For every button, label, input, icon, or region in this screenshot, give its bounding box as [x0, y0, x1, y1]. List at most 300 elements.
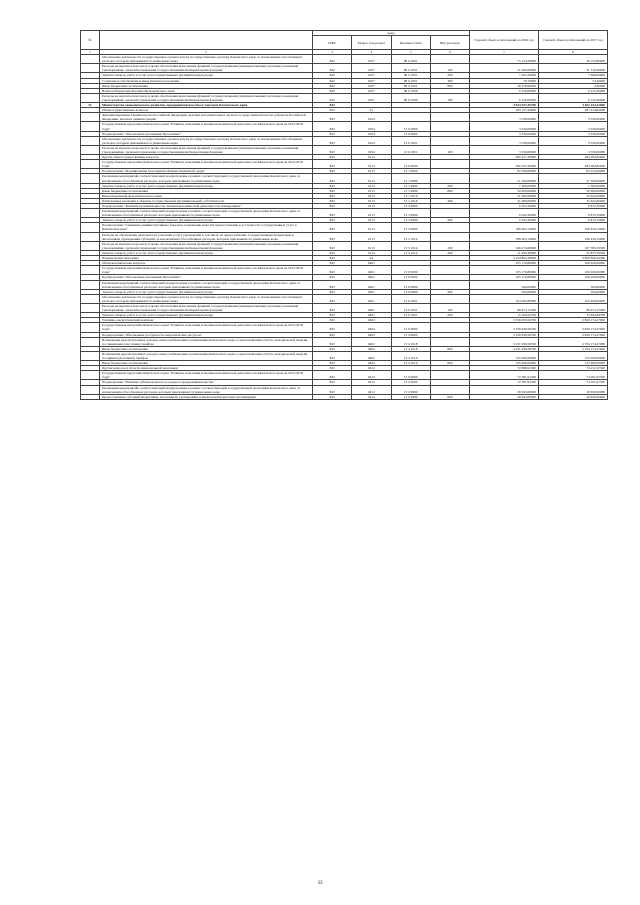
row-expense-type: 800: [430, 83, 469, 88]
row-razdel: 0412: [352, 371, 391, 380]
row-target-article: 13 2 9999: [391, 385, 430, 394]
row-target-article: 99 0 1006: [391, 88, 430, 93]
row-amount-2016: 72 581,91300: [470, 371, 539, 380]
row-number: [81, 160, 100, 169]
row-amount-2016: 28 645,00000: [470, 394, 539, 399]
row-grbs: 843: [313, 303, 352, 312]
row-razdel: 0107: [352, 88, 391, 93]
row-razdel: 01: [352, 108, 391, 113]
row-amount-2016: 3 356 939,56700: [470, 318, 539, 323]
row-number: [81, 394, 100, 399]
column-number: 1: [81, 50, 100, 55]
row-grbs: 842: [313, 88, 352, 93]
row-name: Реализация мероприятий соответствующей подпрограммы в рамках соответствующей государственной программы Камчатского края, за исключением обособленных расходов, которым присваиваются уникальные коды: [100, 280, 313, 289]
row-grbs: 843: [313, 198, 352, 203]
row-number: [81, 93, 100, 102]
row-razdel: 0113: [352, 250, 391, 255]
row-name: Возмещение недополученных доходов энергоснабжающим организациям Камчатского края, осуществляющим отпуск электрической энергии по сниженным (льготным) тарифам: [100, 337, 313, 346]
row-amount-2016: 280 227,49000: [470, 160, 539, 169]
row-amount-2017: 15 952,84700: [539, 313, 608, 318]
row-razdel: 0113: [352, 155, 391, 160]
row-name: Другие общегосударственные вопросы: [100, 155, 313, 160]
table-row: [81, 232, 608, 241]
row-expense-type: 200: [430, 289, 469, 294]
row-grbs: 843: [313, 261, 352, 266]
row-amount-2017: 6 121,00000: [539, 88, 608, 93]
row-expense-type: 200: [430, 218, 469, 223]
row-name: Закупка товаров, работ и услуг для государственных (муниципальных) нужд: [100, 218, 313, 223]
row-target-article: 13 6 0000: [391, 131, 430, 136]
row-number: [81, 122, 100, 131]
page-number: 33: [317, 881, 323, 886]
row-name: Закупка товаров, работ и услуг для государственных (муниципальных) нужд: [100, 250, 313, 255]
row-expense-type: 800: [430, 361, 469, 366]
table-row: [81, 93, 608, 102]
row-target-article: [391, 113, 430, 122]
table-row: [81, 394, 608, 399]
row-amount-2016: 3 231 939,56700: [470, 346, 539, 351]
row-target-article: 13 1 0000: [391, 169, 430, 174]
row-expense-type: 800: [430, 346, 469, 351]
row-grbs: 843: [313, 280, 352, 289]
table-row: [81, 55, 608, 64]
row-amount-2016: 283 757,49000: [470, 108, 539, 113]
row-target-article: 13 3 0000: [391, 204, 430, 209]
row-number: [81, 55, 100, 64]
row-grbs: 843: [313, 204, 352, 209]
row-name: Обеспечение деятельности государственных органов власти (государственных органов) Камчатского края, за исключением обособленных расходов, которым присваиваются уникальные коды: [100, 55, 313, 64]
row-amount-2016: 21 930,46000: [470, 250, 539, 255]
row-grbs: 843: [313, 169, 352, 174]
row-grbs: 843: [313, 332, 352, 337]
row-amount-2016: 104 582,80000: [470, 294, 539, 303]
row-amount-2017: 190 459,12000: [539, 232, 608, 241]
row-razdel: 0401: [352, 266, 391, 275]
row-razdel: 0402: [352, 323, 391, 332]
row-razdel: 0104: [352, 131, 391, 136]
row-name: Подпрограмма "Обеспечение доступности энергетических ресурсов": [100, 332, 313, 337]
row-number: [81, 64, 100, 73]
row-expense-type: 300: [430, 78, 469, 83]
row-grbs: 842: [313, 83, 352, 88]
row-razdel: 0107: [352, 83, 391, 88]
row-grbs: 843: [313, 394, 352, 399]
table-header: [81, 31, 608, 55]
row-name: Реализация мероприятий соответствующей подпрограммы в рамках соответствующей государственной программы Камчатского края, за исключением обособленных расходов, которым присваиваются уникальные коды: [100, 174, 313, 183]
row-amount-2016: 6 156,00000: [470, 93, 539, 102]
row-target-article: 13 2 0000: [391, 380, 430, 385]
row-expense-type: [430, 160, 469, 169]
row-target-article: 13 4 1019: [391, 351, 430, 360]
row-amount-2017: 594,00000: [539, 280, 608, 289]
table-row: [81, 136, 608, 145]
table-body: [81, 55, 608, 400]
row-amount-2016: 7 205,20000: [470, 73, 539, 78]
row-amount-2016: 188 405,14000: [470, 223, 539, 232]
row-expense-type: 800: [430, 188, 469, 193]
row-expense-type: 600: [430, 394, 469, 399]
row-razdel: 0107: [352, 64, 391, 73]
row-name: Функционирование Правительства Российской Федерации, высших исполнительных органов государственной власти субъектов Российской Федерации, местных администраций: [100, 113, 313, 122]
row-amount-2017: 9 813,70000: [539, 209, 608, 218]
row-target-article: 99 0 1006: [391, 93, 430, 102]
row-name: Закупка товаров, работ и услуг для государственных (муниципальных) нужд: [100, 313, 313, 318]
row-amount-2016: 31 060,00000: [470, 198, 539, 203]
row-grbs: 843: [313, 275, 352, 280]
row-amount-2016: 3 231 939,56700: [470, 337, 539, 346]
row-razdel: 0113: [352, 198, 391, 203]
row-razdel: 0401: [352, 294, 391, 303]
row-amount-2017: 2 829 174,47000: [539, 323, 608, 332]
row-amount-2017: 89 473,15300: [539, 303, 608, 312]
row-target-article: 13 6 1001: [391, 303, 430, 312]
row-number: [81, 294, 100, 303]
table-row: [81, 294, 608, 303]
row-expense-type: [430, 266, 469, 275]
row-name: Расходы на выплаты персоналу в целях обеспечения выполнения функций государственными (муниципальными) органами, казенными учреждениями, органами управления государственными внебюджетными фондами: [100, 303, 313, 312]
row-razdel: 0412: [352, 380, 391, 385]
row-razdel: 04: [352, 256, 391, 261]
row-grbs: 843: [313, 174, 352, 183]
row-target-article: 13 5 1014: [391, 241, 430, 250]
row-amount-2016: 3 356 939,56700: [470, 323, 539, 332]
row-razdel: 0113: [352, 160, 391, 169]
row-amount-2016: 3 530,00000: [470, 145, 539, 154]
row-grbs: 843: [313, 223, 352, 232]
row-amount-2016: 36 478,90000: [470, 83, 539, 88]
row-target-article: 13 2 9999: [391, 394, 430, 399]
row-target-article: 13 0 0000: [391, 371, 430, 380]
row-target-article: 99 0 1001: [391, 55, 430, 64]
row-razdel: 0402: [352, 332, 391, 337]
row-number: [81, 337, 100, 346]
budget-table-page: [80, 30, 608, 400]
row-razdel: 0107: [352, 73, 391, 78]
row-target-article: 13 0 0000: [391, 266, 430, 275]
row-amount-2017: 29 630,00000: [539, 394, 608, 399]
row-grbs: 843: [313, 160, 352, 169]
row-amount-2017: 74 211,97300: [539, 366, 608, 371]
row-expense-type: 100: [430, 241, 469, 250]
row-name: Реализация мероприятий соответствующей подпрограммы в рамках соответствующей государственной программы Камчатского края, за исключением обособленных расходов, которым присваиваются уникальные коды: [100, 209, 313, 218]
row-grbs: 843: [313, 218, 352, 223]
table-row: [81, 223, 608, 232]
row-target-article: 13 6 1001: [391, 136, 430, 145]
row-amount-2016: 3 923 927,36700: [470, 103, 539, 108]
row-target-article: 13 1 9999: [391, 174, 430, 183]
row-target-article: 13 1 1016: [391, 198, 430, 203]
row-expense-type: [430, 280, 469, 289]
row-razdel: 0104: [352, 113, 391, 122]
row-grbs: 843: [313, 232, 352, 241]
table-row: [81, 303, 608, 312]
table-row: [81, 323, 608, 332]
row-amount-2016: 105 176,80000: [470, 266, 539, 275]
row-amount-2017: 3 530,00000: [539, 145, 608, 154]
row-grbs: 843: [313, 145, 352, 154]
row-razdel: 0412: [352, 394, 391, 399]
row-name: Государственная программа Камчатского края "Развитие экономики и внешнеэкономической деятельности Камчатского края на 2014-2018 годы": [100, 323, 313, 332]
row-amount-2017: 106 020,00000: [539, 261, 608, 266]
row-amount-2017: 6 121,00000: [539, 93, 608, 102]
header-year-2016: Годовой объем ассигнований на 2016 год: [470, 31, 539, 50]
row-grbs: 843: [313, 155, 352, 160]
row-amount-2017: 9 813,70000: [539, 218, 608, 223]
row-target-article: 13 0 0000: [391, 122, 430, 131]
row-grbs: 843: [313, 183, 352, 188]
row-amount-2016: 50 000,00000: [470, 188, 539, 193]
row-amount-2016: 3 356 939,56700: [470, 332, 539, 337]
row-amount-2016: 105 176,80000: [470, 275, 539, 280]
row-target-article: 13 4 0000: [391, 332, 430, 337]
row-target-article: 13 4 1018: [391, 337, 430, 346]
row-amount-2017: 9 813,70000: [539, 204, 608, 209]
row-name: Государственная программа Камчатского края "Развитие экономики и внешнеэкономической деятельности Камчатского края на 2014-2018 годы": [100, 160, 313, 169]
row-razdel: 0402: [352, 318, 391, 323]
row-razdel: 0402: [352, 361, 391, 366]
row-amount-2017: 284 384,82000: [539, 155, 608, 160]
row-name: Иные бюджетные ассигнования: [100, 188, 313, 193]
row-name: Подпрограмма "Развитие промышленности, внешнеэкономической деятельности, конкуренции": [100, 204, 313, 209]
row-target-article: 99 0 1001: [391, 73, 430, 78]
row-expense-type: [430, 136, 469, 145]
row-amount-2017: 3 009 406,44300: [539, 256, 608, 261]
row-expense-type: 200: [430, 250, 469, 255]
row-name: Обеспечение деятельности государственных органов власти (государственных органов) Камчатского края, за исключением обособленных расходов, которым присваиваются уникальные коды: [100, 294, 313, 303]
row-name: Подпрограмма "Обеспечение реализации Программы": [100, 275, 313, 280]
row-amount-2017: 51 500,00000: [539, 174, 608, 183]
row-amount-2016: 28 645,00000: [470, 385, 539, 394]
row-expense-type: [430, 223, 469, 232]
row-target-article: 13 5 0000: [391, 223, 430, 232]
row-grbs: 843: [313, 337, 352, 346]
row-razdel: 0113: [352, 193, 391, 198]
row-amount-2016: 125 000,00000: [470, 351, 539, 360]
table-row: [81, 64, 608, 73]
row-amount-2017: 39 152,80000: [539, 55, 608, 64]
row-grbs: 843: [313, 385, 352, 394]
row-amount-2017: 2 829 174,47000: [539, 318, 608, 323]
row-grbs: 843: [313, 108, 352, 113]
row-amount-2016: 70,70000: [470, 78, 539, 83]
row-razdel: 0113: [352, 188, 391, 193]
row-amount-2017: 594,00000: [539, 289, 608, 294]
row-target-article: 13 0 0000: [391, 323, 430, 332]
row-razdel: 0401: [352, 280, 391, 289]
row-razdel: 0402: [352, 351, 391, 360]
row-amount-2016: 89 473,15300: [470, 303, 539, 312]
row-target-article: 13 6 1001: [391, 145, 430, 154]
row-amount-2017: 7 666,00000: [539, 73, 608, 78]
row-grbs: 842: [313, 93, 352, 102]
row-name: Общегосударственные вопросы: [100, 108, 313, 113]
row-target-article: 13 3 9999: [391, 209, 430, 218]
row-grbs: 843: [313, 323, 352, 332]
row-grbs: 843: [313, 366, 352, 371]
row-grbs: 843: [313, 346, 352, 351]
row-expense-type: 200: [430, 313, 469, 318]
row-grbs: 843: [313, 380, 352, 385]
row-name: Капитальные вложения в объекты государственной (муниципальной) собственности: [100, 198, 313, 203]
row-amount-2016: 72 581,91300: [470, 380, 539, 385]
row-target-article: 13 3 9999: [391, 218, 430, 223]
row-name: Расходы на выплаты персоналу в целях обеспечения выполнения функций государственными (муниципальными) органами, казенными учреждениями, органами управления государственными внебюджетными фондами: [100, 93, 313, 102]
row-target-article: 13 0 0000: [391, 160, 430, 169]
row-expense-type: [430, 385, 469, 394]
row-amount-2016: 188 405,14000: [470, 232, 539, 241]
table-row: [81, 280, 608, 289]
row-amount-2017: 3 530,00000: [539, 122, 608, 131]
row-grbs: 843: [313, 113, 352, 122]
row-name: Подпрограмма "Обеспечение реализации Программы": [100, 131, 313, 136]
row-name: Государственная программа Камчатского края "Развитие экономики и внешнеэкономической деятельности Камчатского края на 2014-2018 годы": [100, 371, 313, 380]
row-expense-type: [430, 232, 469, 241]
row-grbs: 843: [313, 241, 352, 250]
row-amount-2017: 106 020,00000: [539, 266, 608, 275]
row-amount-2017: 2 704 174,47000: [539, 337, 608, 346]
row-razdel: 0113: [352, 218, 391, 223]
table-row: [81, 266, 608, 275]
row-target-article: 13 6 1001: [391, 313, 430, 318]
row-amount-2017: 74,40000: [539, 78, 608, 83]
header-no: №: [81, 31, 100, 50]
row-razdel: 0113: [352, 241, 391, 250]
row-grbs: 843: [313, 361, 352, 366]
table-row: [81, 160, 608, 169]
row-amount-2017: 32 622,00000: [539, 198, 608, 203]
row-number: [81, 232, 100, 241]
row-target-article: 99 0 1001: [391, 78, 430, 83]
row-name: Подпрограмма "Формирование благоприятной инвестиционной среды": [100, 169, 313, 174]
row-razdel: 0412: [352, 385, 391, 394]
column-number: 6: [430, 50, 469, 55]
row-number: [81, 136, 100, 145]
row-expense-type: [430, 209, 469, 218]
row-number: [81, 113, 100, 122]
row-grbs: 842: [313, 78, 352, 83]
row-name: Иные бюджетные ассигнования: [100, 346, 313, 351]
row-amount-2016: 9 322,30000: [470, 209, 539, 218]
row-name: Инвестиционный фонд Камчатского края: [100, 193, 313, 198]
row-amount-2017: 284 384,82000: [539, 160, 608, 169]
row-number: [81, 223, 100, 232]
row-target-article: 99 0 1001: [391, 83, 430, 88]
row-number: 31: [81, 103, 100, 108]
row-grbs: 843: [313, 103, 352, 108]
row-razdel: 0104: [352, 122, 391, 131]
row-expense-type: 400: [430, 198, 469, 203]
row-expense-type: [430, 294, 469, 303]
row-amount-2016: 3 530,00000: [470, 131, 539, 136]
row-expense-type: [430, 122, 469, 131]
row-number: [81, 145, 100, 154]
row-amount-2016: 9 322,30000: [470, 204, 539, 209]
row-amount-2017: 3 530,00000: [539, 136, 608, 145]
budget-table: [80, 30, 608, 400]
row-name: Расходы на выплаты персоналу в целях обеспечения выполнения функций государственными (муниципальными) органами, казенными учреждениями, органами управления государственными внебюджетными фондами: [100, 241, 313, 250]
row-amount-2017: 287 914,82000: [539, 108, 608, 113]
row-amount-2016: 1 500,00000: [470, 183, 539, 188]
row-razdel: 0107: [352, 93, 391, 102]
column-number: 3: [313, 50, 352, 55]
row-grbs: 843: [313, 318, 352, 323]
row-number: [81, 385, 100, 394]
row-razdel: 0107: [352, 78, 391, 83]
row-number: [81, 266, 100, 275]
row-amount-2017: 29 630,00000: [539, 385, 608, 394]
row-expense-type: [430, 174, 469, 183]
row-name: Подпрограмма "Снижение административных барьеров, повышение качества предоставления и доступности государственных услуг в Камчатском крае": [100, 223, 313, 232]
row-razdel: 0113: [352, 174, 391, 183]
row-grbs: 843: [313, 193, 352, 198]
row-number: [81, 209, 100, 218]
header-razdel: Раздел, под-раздел: [352, 36, 391, 50]
row-razdel: 0401: [352, 275, 391, 280]
row-amount-2016: 166 474,68000: [470, 241, 539, 250]
row-grbs: 843: [313, 136, 352, 145]
row-target-article: 13 6 9999: [391, 280, 430, 289]
row-target-article: 13 5 1014: [391, 250, 430, 255]
row-expense-type: 200: [430, 183, 469, 188]
row-name: Закупка товаров, работ и услуг для государственных (муниципальных) нужд: [100, 289, 313, 294]
row-target-article: 13 6 9999: [391, 289, 430, 294]
row-grbs: 843: [313, 188, 352, 193]
table-row: [81, 371, 608, 380]
row-grbs: 842: [313, 55, 352, 64]
row-expense-type: 100: [430, 145, 469, 154]
column-number: 5: [391, 50, 430, 55]
row-amount-2016: 125 000,00000: [470, 361, 539, 366]
row-amount-2017: 125 000,00000: [539, 351, 608, 360]
row-amount-2016: 75 154,50000: [470, 55, 539, 64]
row-number: [81, 174, 100, 183]
row-expense-type: 100: [430, 303, 469, 312]
row-razdel: 0107: [352, 55, 391, 64]
row-number: [81, 303, 100, 312]
row-amount-2017: 2,40000: [539, 83, 608, 88]
row-expense-type: 100: [430, 93, 469, 102]
row-name: Возмещение недополученных доходов энергоснабжающим организациям Камчатского края, осуществляющим отпуск электрической энергии по единым (котловым) тарифам: [100, 351, 313, 360]
row-razdel: 0401: [352, 289, 391, 294]
row-amount-2017: 3 402 244,41000: [539, 103, 608, 108]
row-grbs: 843: [313, 294, 352, 303]
row-grbs: 843: [313, 256, 352, 261]
row-number: [81, 323, 100, 332]
row-grbs: 843: [313, 371, 352, 380]
row-target-article: 13 6 0000: [391, 275, 430, 280]
row-number: [81, 241, 100, 250]
row-amount-2017: 3 530,00000: [539, 131, 608, 136]
table-row: [81, 145, 608, 154]
row-name: Топливно-энергетический комплекс: [100, 318, 313, 323]
row-amount-2017: 167 583,35500: [539, 241, 608, 250]
row-expense-type: [430, 323, 469, 332]
row-amount-2016: 15 109,64700: [470, 313, 539, 318]
column-number: 8: [539, 50, 608, 55]
row-razdel: 0113: [352, 169, 391, 174]
row-name: Другие вопросы в области национальной экономики: [100, 366, 313, 371]
table-row: [81, 337, 608, 346]
row-amount-2016: 3 530,00000: [470, 113, 539, 122]
row-amount-2017: 125 000,00000: [539, 361, 608, 366]
row-razdel: 0401: [352, 313, 391, 318]
row-amount-2017: 74 201,97300: [539, 371, 608, 380]
row-target-article: 99 0 1001: [391, 64, 430, 73]
table-row: [81, 113, 608, 122]
row-razdel: 0113: [352, 232, 391, 241]
row-amount-2016: 31 490,00000: [470, 64, 539, 73]
row-expense-type: 200: [430, 73, 469, 78]
